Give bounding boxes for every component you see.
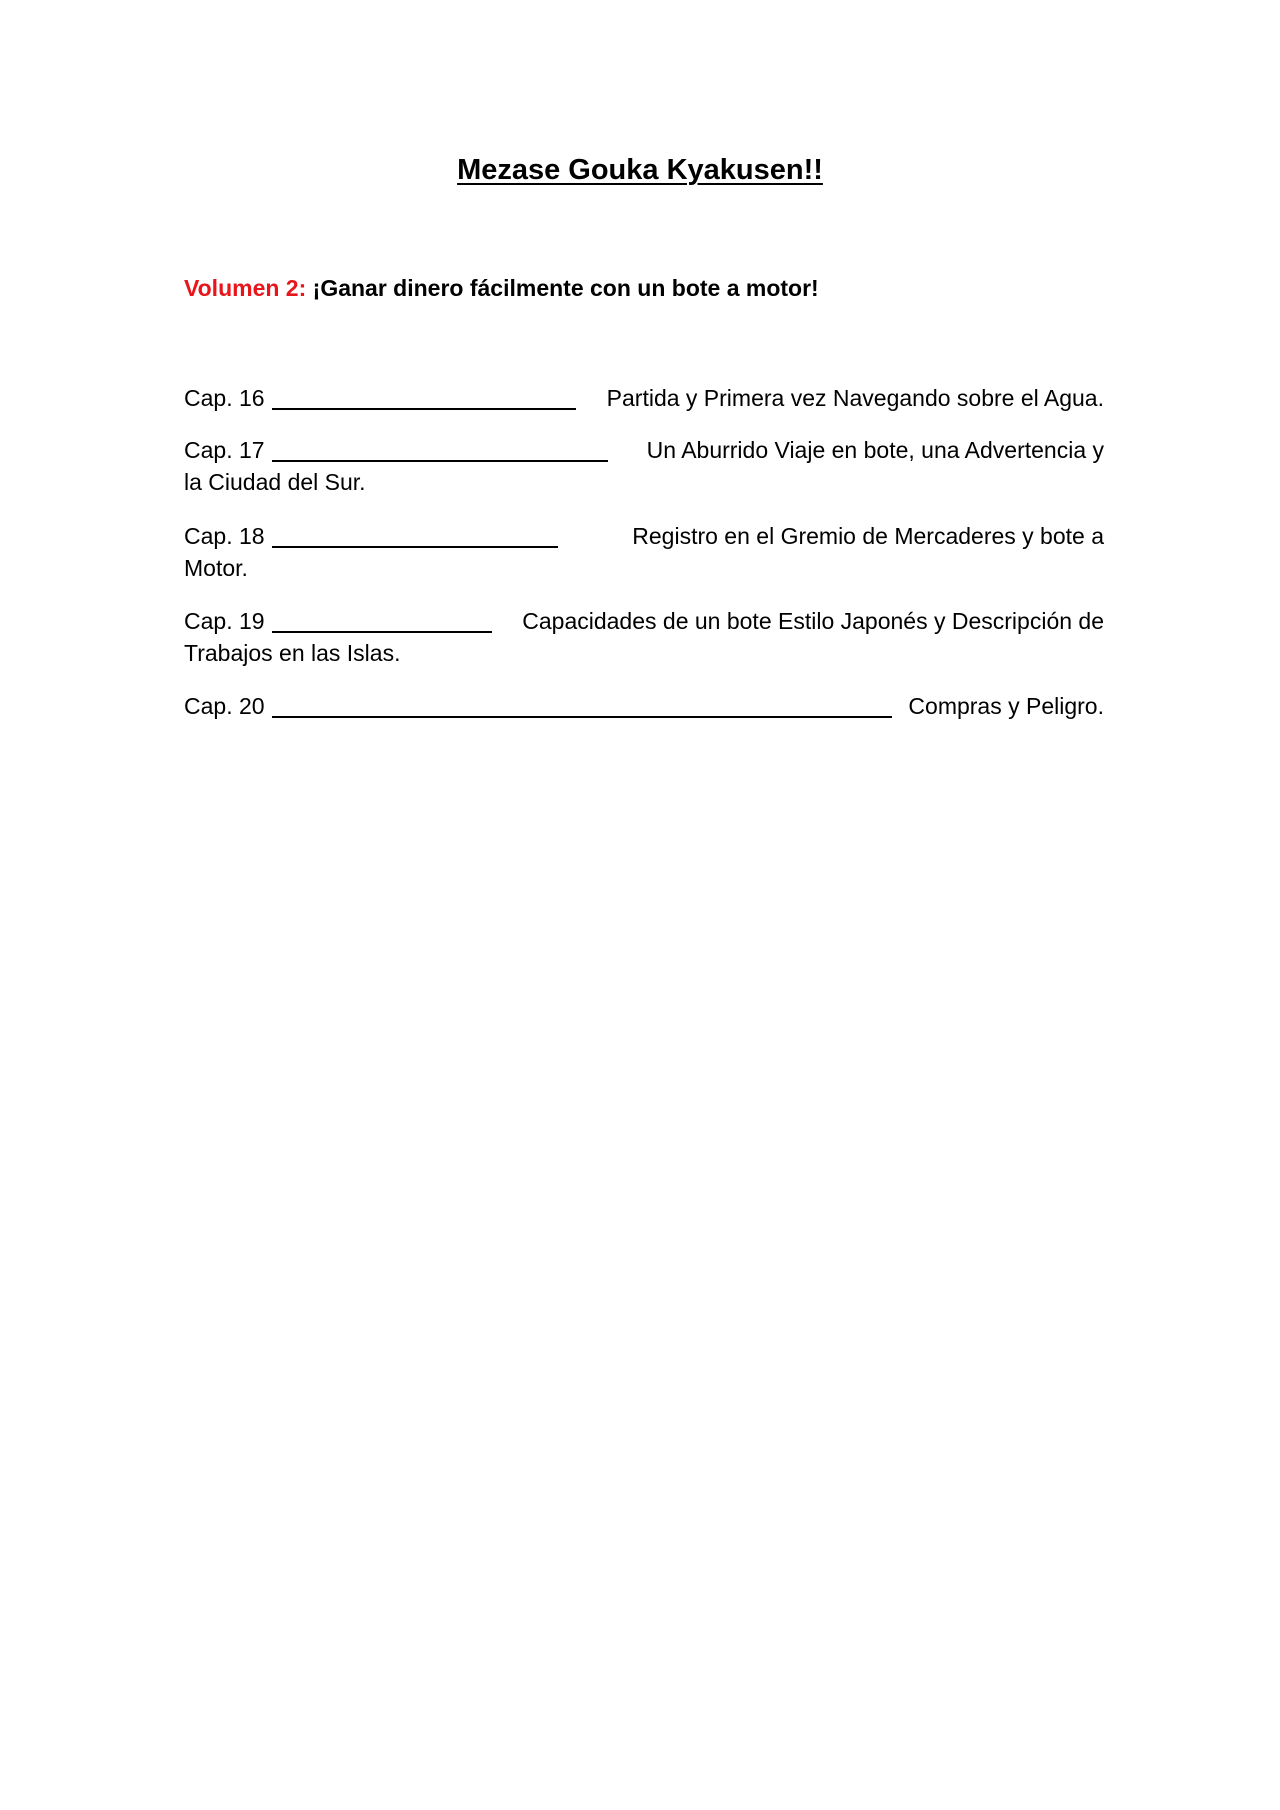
chapter-number: Cap. 18: [184, 523, 265, 549]
toc-entry-cap-16: [184, 382, 1104, 414]
chapter-number: Cap. 16: [184, 385, 265, 411]
chapter-number: Cap. 20: [184, 693, 265, 719]
chapter-title: Compras y Peligro.: [908, 693, 1104, 719]
toc-entry-cap-20: [184, 690, 1104, 722]
document-title: [0, 150, 1280, 190]
leader-line: [272, 716, 892, 718]
toc-entry-cap-17: [184, 434, 1104, 498]
toc-entry-cap-18: [184, 520, 1104, 584]
chapter-title: Partida y Primera vez Navegando sobre el Agua.: [606, 385, 1104, 411]
chapter-number: Cap. 19: [184, 608, 265, 634]
document-title-text: Mezase Gouka Kyakusen!!: [457, 154, 823, 186]
volume-subtitle: ¡Ganar dinero fácilmente con un bote a motor!: [306, 275, 819, 301]
leader-line: [272, 408, 576, 410]
chapter-title: Un Aburrido Viaje en bote, una Advertencia y: [646, 437, 1104, 463]
toc-entry-cap-19: [184, 605, 1104, 669]
chapter-title: Capacidades de un bote Estilo Japonés y Descripción de: [522, 608, 1104, 634]
leader-line: [272, 460, 608, 462]
leader-line: [272, 546, 558, 548]
chapter-title-continuation: la Ciudad del Sur.: [184, 469, 366, 495]
chapter-title-continuation: Motor.: [184, 555, 248, 581]
chapter-title: Registro en el Gremio de Mercaderes y bote a: [632, 523, 1104, 549]
chapter-number: Cap. 17: [184, 437, 265, 463]
volume-heading: [184, 272, 819, 304]
leader-line: [272, 631, 492, 633]
chapter-title-continuation: Trabajos en las Islas.: [184, 640, 401, 666]
volume-label: Volumen 2:: [184, 275, 307, 301]
